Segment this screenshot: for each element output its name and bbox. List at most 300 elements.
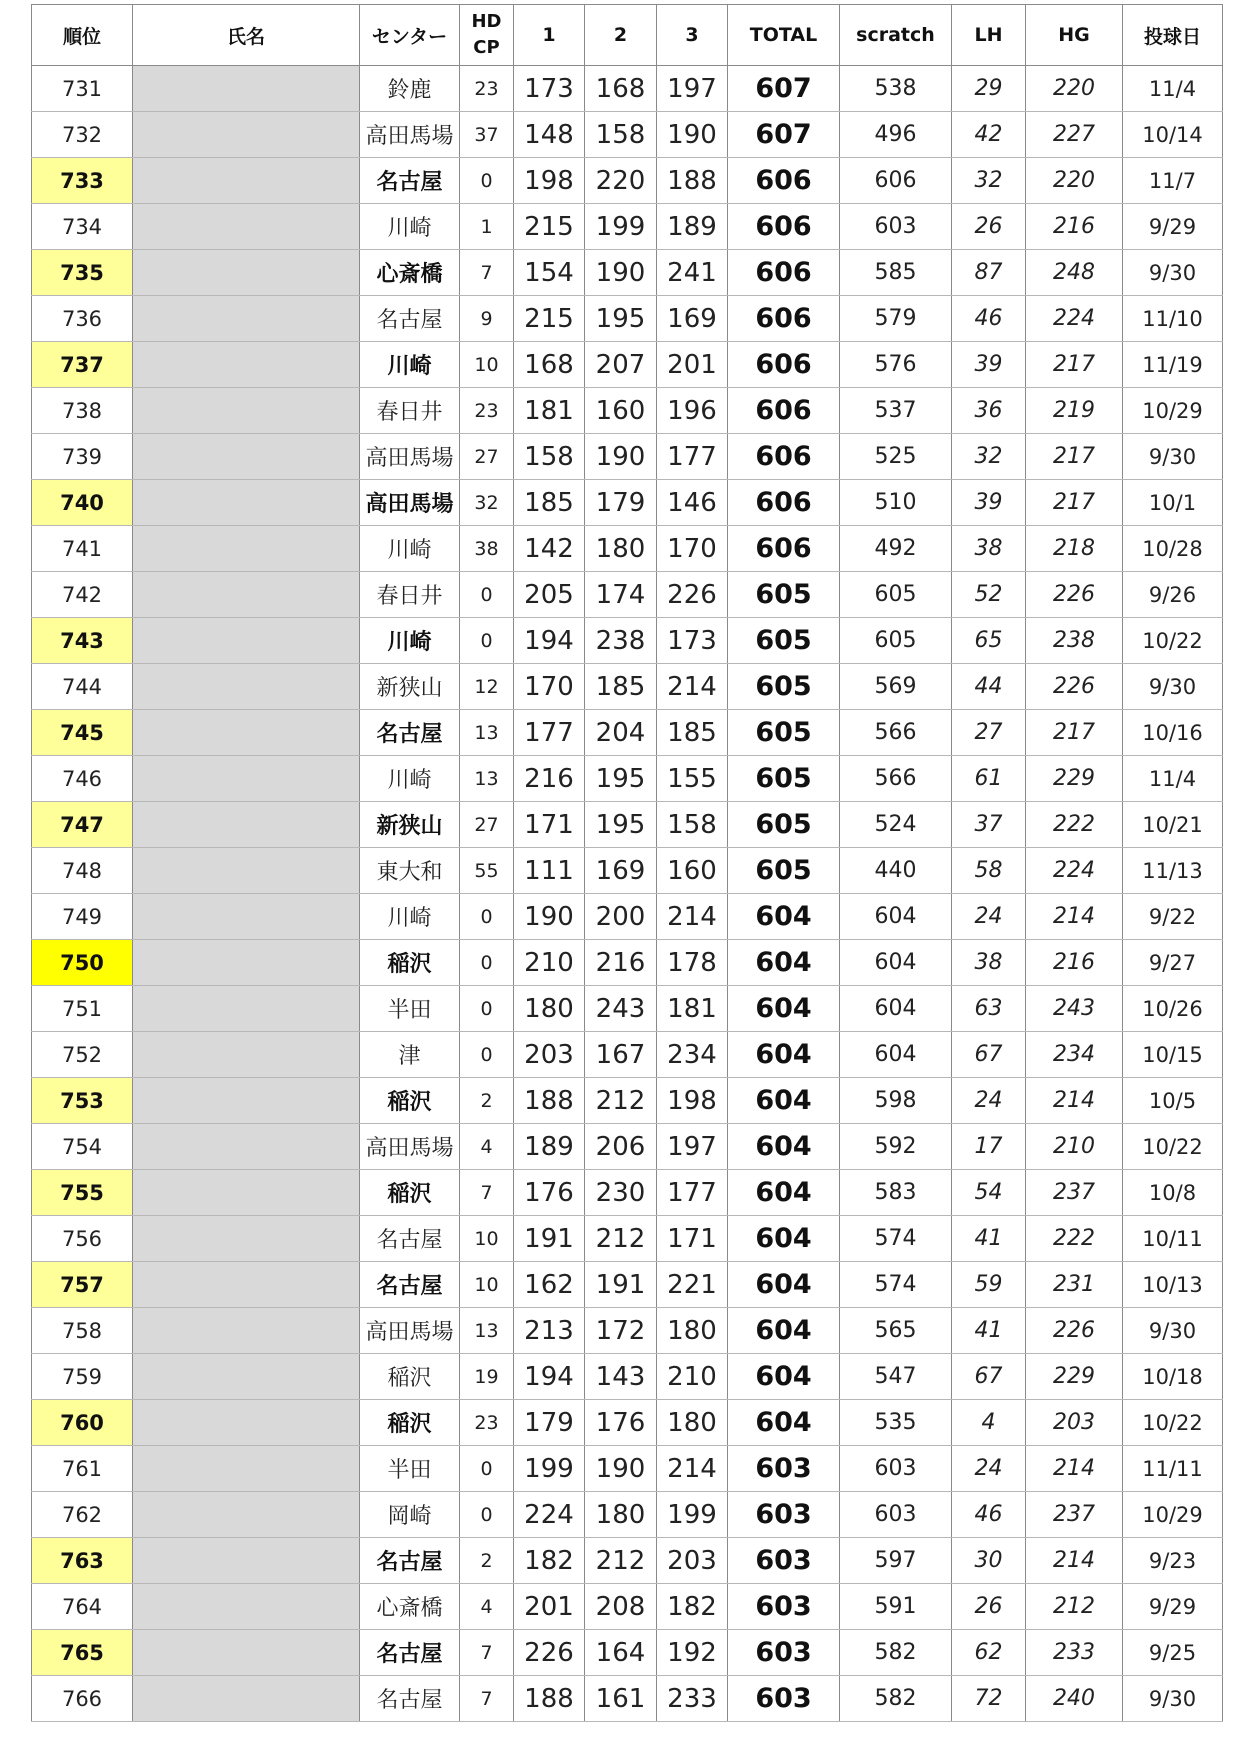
- cell-center: 春日井: [360, 388, 460, 434]
- table-row: [32, 1630, 1223, 1676]
- cell-game3: 197: [657, 66, 728, 112]
- cell-game1: 191: [514, 1216, 585, 1262]
- cell-total: 605: [728, 618, 840, 664]
- cell-game1: 162: [514, 1262, 585, 1308]
- cell-lh: 41: [952, 1308, 1026, 1354]
- cell-game3: 177: [657, 1170, 728, 1216]
- header-row: [32, 5, 1223, 66]
- cell-game1: 213: [514, 1308, 585, 1354]
- table-row: [32, 986, 1223, 1032]
- cell-hdcp: 7: [460, 1630, 514, 1676]
- cell-game2: 206: [585, 1124, 657, 1170]
- cell-name: [133, 1216, 360, 1262]
- cell-game1: 198: [514, 158, 585, 204]
- cell-hdcp: 4: [460, 1124, 514, 1170]
- table-row: [32, 1538, 1223, 1584]
- cell-scratch: 598: [840, 1078, 952, 1124]
- header-game3: 3: [657, 5, 728, 66]
- cell-center: 岡崎: [360, 1492, 460, 1538]
- cell-scratch: 603: [840, 1446, 952, 1492]
- cell-hdcp: 7: [460, 250, 514, 296]
- cell-rank: 758: [32, 1308, 133, 1354]
- cell-center: 名古屋: [360, 158, 460, 204]
- cell-name: [133, 1630, 360, 1676]
- cell-total: 604: [728, 1400, 840, 1446]
- cell-hg: 216: [1026, 204, 1123, 250]
- cell-game1: 194: [514, 1354, 585, 1400]
- cell-lh: 29: [952, 66, 1026, 112]
- cell-rank: 765: [32, 1630, 133, 1676]
- cell-game3: 198: [657, 1078, 728, 1124]
- cell-total: 604: [728, 1262, 840, 1308]
- cell-name: [133, 894, 360, 940]
- cell-center: 心斎橋: [360, 1584, 460, 1630]
- cell-game3: 171: [657, 1216, 728, 1262]
- cell-name: [133, 250, 360, 296]
- cell-lh: 63: [952, 986, 1026, 1032]
- ranking-table: [31, 4, 1223, 1722]
- cell-game2: 200: [585, 894, 657, 940]
- table-row: [32, 204, 1223, 250]
- cell-total: 603: [728, 1538, 840, 1584]
- table-row: [32, 1492, 1223, 1538]
- table-row: [32, 1446, 1223, 1492]
- cell-center: 川崎: [360, 756, 460, 802]
- header-hdcp: [460, 5, 514, 66]
- table-row: [32, 710, 1223, 756]
- cell-hdcp: 9: [460, 296, 514, 342]
- table-row: [32, 848, 1223, 894]
- cell-total: 604: [728, 894, 840, 940]
- cell-game3: 185: [657, 710, 728, 756]
- cell-game2: 220: [585, 158, 657, 204]
- cell-rank: 759: [32, 1354, 133, 1400]
- cell-center: 名古屋: [360, 710, 460, 756]
- cell-scratch: 605: [840, 572, 952, 618]
- cell-hg: 203: [1026, 1400, 1123, 1446]
- cell-total: 604: [728, 1124, 840, 1170]
- cell-center: 稲沢: [360, 1354, 460, 1400]
- cell-game2: 185: [585, 664, 657, 710]
- cell-lh: 38: [952, 526, 1026, 572]
- header-name: 氏名: [133, 5, 360, 66]
- cell-game2: 168: [585, 66, 657, 112]
- cell-lh: 39: [952, 342, 1026, 388]
- cell-game1: 185: [514, 480, 585, 526]
- cell-game2: 208: [585, 1584, 657, 1630]
- cell-center: 川崎: [360, 204, 460, 250]
- cell-game1: 176: [514, 1170, 585, 1216]
- table-row: [32, 342, 1223, 388]
- cell-hdcp: 0: [460, 158, 514, 204]
- table-row: [32, 756, 1223, 802]
- cell-game2: 180: [585, 1492, 657, 1538]
- cell-game3: 214: [657, 894, 728, 940]
- cell-hdcp: 10: [460, 1262, 514, 1308]
- cell-rank: 732: [32, 112, 133, 158]
- cell-hdcp: 13: [460, 1308, 514, 1354]
- cell-date: 10/13: [1123, 1262, 1223, 1308]
- cell-date: 9/30: [1123, 434, 1223, 480]
- cell-date: 10/29: [1123, 1492, 1223, 1538]
- header-total: TOTAL: [728, 5, 840, 66]
- cell-name: [133, 434, 360, 480]
- cell-date: 10/14: [1123, 112, 1223, 158]
- cell-game3: 201: [657, 342, 728, 388]
- cell-rank: 740: [32, 480, 133, 526]
- cell-date: 9/25: [1123, 1630, 1223, 1676]
- cell-center: 川崎: [360, 342, 460, 388]
- cell-game1: 182: [514, 1538, 585, 1584]
- cell-center: 鈴鹿: [360, 66, 460, 112]
- cell-total: 604: [728, 1216, 840, 1262]
- cell-game2: 212: [585, 1216, 657, 1262]
- cell-lh: 24: [952, 1446, 1026, 1492]
- cell-scratch: 440: [840, 848, 952, 894]
- cell-name: [133, 1308, 360, 1354]
- cell-rank: 756: [32, 1216, 133, 1262]
- cell-game2: 174: [585, 572, 657, 618]
- cell-hdcp: 0: [460, 572, 514, 618]
- cell-hg: 216: [1026, 940, 1123, 986]
- cell-lh: 36: [952, 388, 1026, 434]
- cell-total: 603: [728, 1492, 840, 1538]
- cell-rank: 746: [32, 756, 133, 802]
- cell-hg: 218: [1026, 526, 1123, 572]
- cell-lh: 27: [952, 710, 1026, 756]
- cell-game1: 180: [514, 986, 585, 1032]
- cell-hdcp: 2: [460, 1078, 514, 1124]
- cell-hg: 229: [1026, 1354, 1123, 1400]
- cell-game3: 188: [657, 158, 728, 204]
- cell-rank: 760: [32, 1400, 133, 1446]
- cell-scratch: 510: [840, 480, 952, 526]
- cell-name: [133, 296, 360, 342]
- cell-game3: 192: [657, 1630, 728, 1676]
- cell-game2: 164: [585, 1630, 657, 1676]
- cell-name: [133, 1492, 360, 1538]
- cell-game3: 203: [657, 1538, 728, 1584]
- cell-date: 10/5: [1123, 1078, 1223, 1124]
- cell-center: 川崎: [360, 618, 460, 664]
- header-center: センター: [360, 5, 460, 66]
- table-row: [32, 802, 1223, 848]
- cell-hdcp: 0: [460, 894, 514, 940]
- cell-rank: 763: [32, 1538, 133, 1584]
- cell-hg: 248: [1026, 250, 1123, 296]
- cell-game1: 158: [514, 434, 585, 480]
- cell-rank: 750: [32, 940, 133, 986]
- cell-name: [133, 756, 360, 802]
- table-row: [32, 434, 1223, 480]
- cell-game1: 168: [514, 342, 585, 388]
- cell-center: 名古屋: [360, 1676, 460, 1722]
- cell-lh: 38: [952, 940, 1026, 986]
- cell-name: [133, 664, 360, 710]
- cell-name: [133, 1170, 360, 1216]
- cell-game1: 111: [514, 848, 585, 894]
- cell-center: 稲沢: [360, 940, 460, 986]
- cell-name: [133, 1354, 360, 1400]
- table-row: [32, 480, 1223, 526]
- cell-game3: 241: [657, 250, 728, 296]
- cell-total: 604: [728, 940, 840, 986]
- cell-game3: 182: [657, 1584, 728, 1630]
- cell-rank: 742: [32, 572, 133, 618]
- cell-total: 603: [728, 1584, 840, 1630]
- cell-hdcp: 0: [460, 618, 514, 664]
- cell-center: 心斎橋: [360, 250, 460, 296]
- cell-hg: 214: [1026, 894, 1123, 940]
- cell-game2: 195: [585, 802, 657, 848]
- header-lh: LH: [952, 5, 1026, 66]
- cell-center: 名古屋: [360, 1262, 460, 1308]
- cell-game2: 199: [585, 204, 657, 250]
- cell-hg: 224: [1026, 848, 1123, 894]
- cell-name: [133, 986, 360, 1032]
- cell-scratch: 582: [840, 1630, 952, 1676]
- cell-scratch: 603: [840, 1492, 952, 1538]
- cell-rank: 755: [32, 1170, 133, 1216]
- cell-lh: 58: [952, 848, 1026, 894]
- cell-hdcp: 1: [460, 204, 514, 250]
- cell-rank: 754: [32, 1124, 133, 1170]
- cell-game3: 210: [657, 1354, 728, 1400]
- cell-game2: 195: [585, 296, 657, 342]
- cell-hg: 214: [1026, 1078, 1123, 1124]
- cell-hdcp: 23: [460, 66, 514, 112]
- cell-game1: 177: [514, 710, 585, 756]
- cell-game1: 188: [514, 1676, 585, 1722]
- cell-rank: 747: [32, 802, 133, 848]
- cell-rank: 733: [32, 158, 133, 204]
- cell-date: 10/22: [1123, 1400, 1223, 1446]
- cell-name: [133, 158, 360, 204]
- cell-game3: 160: [657, 848, 728, 894]
- cell-name: [133, 1538, 360, 1584]
- cell-game3: 178: [657, 940, 728, 986]
- cell-scratch: 604: [840, 986, 952, 1032]
- cell-name: [133, 1262, 360, 1308]
- cell-scratch: 574: [840, 1216, 952, 1262]
- cell-scratch: 604: [840, 940, 952, 986]
- cell-center: 高田馬場: [360, 1308, 460, 1354]
- cell-name: [133, 1078, 360, 1124]
- cell-scratch: 574: [840, 1262, 952, 1308]
- cell-date: 10/21: [1123, 802, 1223, 848]
- cell-center: 名古屋: [360, 1216, 460, 1262]
- cell-rank: 757: [32, 1262, 133, 1308]
- cell-scratch: 576: [840, 342, 952, 388]
- cell-date: 10/1: [1123, 480, 1223, 526]
- cell-hdcp: 32: [460, 480, 514, 526]
- cell-total: 606: [728, 296, 840, 342]
- cell-lh: 46: [952, 1492, 1026, 1538]
- cell-hdcp: 0: [460, 986, 514, 1032]
- cell-hg: 237: [1026, 1492, 1123, 1538]
- cell-game2: 212: [585, 1078, 657, 1124]
- cell-hg: 224: [1026, 296, 1123, 342]
- cell-total: 604: [728, 1078, 840, 1124]
- table-row: [32, 940, 1223, 986]
- cell-date: 10/18: [1123, 1354, 1223, 1400]
- cell-hg: 219: [1026, 388, 1123, 434]
- cell-rank: 744: [32, 664, 133, 710]
- cell-scratch: 591: [840, 1584, 952, 1630]
- table-row: [32, 1124, 1223, 1170]
- cell-total: 604: [728, 1032, 840, 1078]
- cell-game1: 215: [514, 204, 585, 250]
- cell-total: 605: [728, 664, 840, 710]
- cell-game3: 190: [657, 112, 728, 158]
- cell-date: 11/19: [1123, 342, 1223, 388]
- cell-center: 高田馬場: [360, 1124, 460, 1170]
- cell-total: 604: [728, 986, 840, 1032]
- table-row: [32, 112, 1223, 158]
- cell-date: 11/4: [1123, 756, 1223, 802]
- cell-scratch: 579: [840, 296, 952, 342]
- cell-hg: 243: [1026, 986, 1123, 1032]
- cell-hg: 222: [1026, 1216, 1123, 1262]
- cell-game1: 203: [514, 1032, 585, 1078]
- table-row: [32, 388, 1223, 434]
- cell-game3: 181: [657, 986, 728, 1032]
- cell-lh: 87: [952, 250, 1026, 296]
- cell-date: 9/30: [1123, 664, 1223, 710]
- cell-hdcp: 38: [460, 526, 514, 572]
- cell-center: 春日井: [360, 572, 460, 618]
- cell-scratch: 583: [840, 1170, 952, 1216]
- cell-game2: 143: [585, 1354, 657, 1400]
- cell-game3: 234: [657, 1032, 728, 1078]
- cell-hdcp: 23: [460, 388, 514, 434]
- cell-date: 9/23: [1123, 1538, 1223, 1584]
- table-row: [32, 1032, 1223, 1078]
- cell-total: 606: [728, 388, 840, 434]
- cell-game3: 180: [657, 1308, 728, 1354]
- cell-total: 603: [728, 1676, 840, 1722]
- cell-hdcp: 27: [460, 802, 514, 848]
- cell-total: 605: [728, 756, 840, 802]
- cell-total: 604: [728, 1170, 840, 1216]
- cell-center: 名古屋: [360, 296, 460, 342]
- cell-scratch: 604: [840, 894, 952, 940]
- cell-scratch: 605: [840, 618, 952, 664]
- cell-date: 11/7: [1123, 158, 1223, 204]
- cell-hdcp: 23: [460, 1400, 514, 1446]
- cell-rank: 736: [32, 296, 133, 342]
- cell-name: [133, 480, 360, 526]
- table-row: [32, 1308, 1223, 1354]
- cell-date: 9/30: [1123, 1308, 1223, 1354]
- cell-game2: 172: [585, 1308, 657, 1354]
- cell-scratch: 538: [840, 66, 952, 112]
- cell-lh: 54: [952, 1170, 1026, 1216]
- cell-game2: 190: [585, 1446, 657, 1492]
- cell-lh: 44: [952, 664, 1026, 710]
- cell-rank: 752: [32, 1032, 133, 1078]
- cell-game1: 171: [514, 802, 585, 848]
- cell-hdcp: 4: [460, 1584, 514, 1630]
- cell-lh: 42: [952, 112, 1026, 158]
- cell-game1: 179: [514, 1400, 585, 1446]
- cell-hdcp: 27: [460, 434, 514, 480]
- cell-scratch: 547: [840, 1354, 952, 1400]
- cell-game2: 204: [585, 710, 657, 756]
- table-body: [32, 66, 1223, 1722]
- cell-game3: 155: [657, 756, 728, 802]
- cell-hdcp: 2: [460, 1538, 514, 1584]
- cell-name: [133, 66, 360, 112]
- cell-total: 604: [728, 1354, 840, 1400]
- cell-game2: 161: [585, 1676, 657, 1722]
- cell-lh: 61: [952, 756, 1026, 802]
- cell-total: 607: [728, 112, 840, 158]
- table-row: [32, 664, 1223, 710]
- cell-lh: 41: [952, 1216, 1026, 1262]
- cell-hdcp: 37: [460, 112, 514, 158]
- cell-game2: 238: [585, 618, 657, 664]
- cell-hg: 220: [1026, 66, 1123, 112]
- table-row: [32, 618, 1223, 664]
- cell-rank: 745: [32, 710, 133, 756]
- table-row: [32, 158, 1223, 204]
- table-row: [32, 572, 1223, 618]
- cell-rank: 731: [32, 66, 133, 112]
- cell-hdcp: 0: [460, 1446, 514, 1492]
- cell-date: 10/28: [1123, 526, 1223, 572]
- cell-rank: 738: [32, 388, 133, 434]
- cell-date: 9/27: [1123, 940, 1223, 986]
- cell-lh: 46: [952, 296, 1026, 342]
- cell-rank: 735: [32, 250, 133, 296]
- cell-game3: 214: [657, 664, 728, 710]
- cell-game2: 191: [585, 1262, 657, 1308]
- cell-date: 10/22: [1123, 618, 1223, 664]
- cell-total: 605: [728, 848, 840, 894]
- cell-game2: 207: [585, 342, 657, 388]
- table-row: [32, 1400, 1223, 1446]
- cell-game1: 170: [514, 664, 585, 710]
- cell-hg: 212: [1026, 1584, 1123, 1630]
- cell-name: [133, 1446, 360, 1492]
- cell-total: 605: [728, 572, 840, 618]
- cell-game1: 205: [514, 572, 585, 618]
- cell-game3: 196: [657, 388, 728, 434]
- cell-scratch: 492: [840, 526, 952, 572]
- cell-lh: 4: [952, 1400, 1026, 1446]
- cell-hdcp: 13: [460, 756, 514, 802]
- cell-game1: 201: [514, 1584, 585, 1630]
- cell-game3: 233: [657, 1676, 728, 1722]
- table-row: [32, 1078, 1223, 1124]
- cell-center: 川崎: [360, 894, 460, 940]
- cell-game1: 226: [514, 1630, 585, 1676]
- cell-hg: 229: [1026, 756, 1123, 802]
- table-row: [32, 1170, 1223, 1216]
- cell-scratch: 524: [840, 802, 952, 848]
- cell-total: 603: [728, 1630, 840, 1676]
- cell-center: 川崎: [360, 526, 460, 572]
- cell-hg: 226: [1026, 572, 1123, 618]
- cell-scratch: 585: [840, 250, 952, 296]
- cell-date: 11/11: [1123, 1446, 1223, 1492]
- cell-lh: 62: [952, 1630, 1026, 1676]
- cell-rank: 741: [32, 526, 133, 572]
- cell-date: 9/30: [1123, 1676, 1223, 1722]
- cell-name: [133, 848, 360, 894]
- cell-total: 606: [728, 204, 840, 250]
